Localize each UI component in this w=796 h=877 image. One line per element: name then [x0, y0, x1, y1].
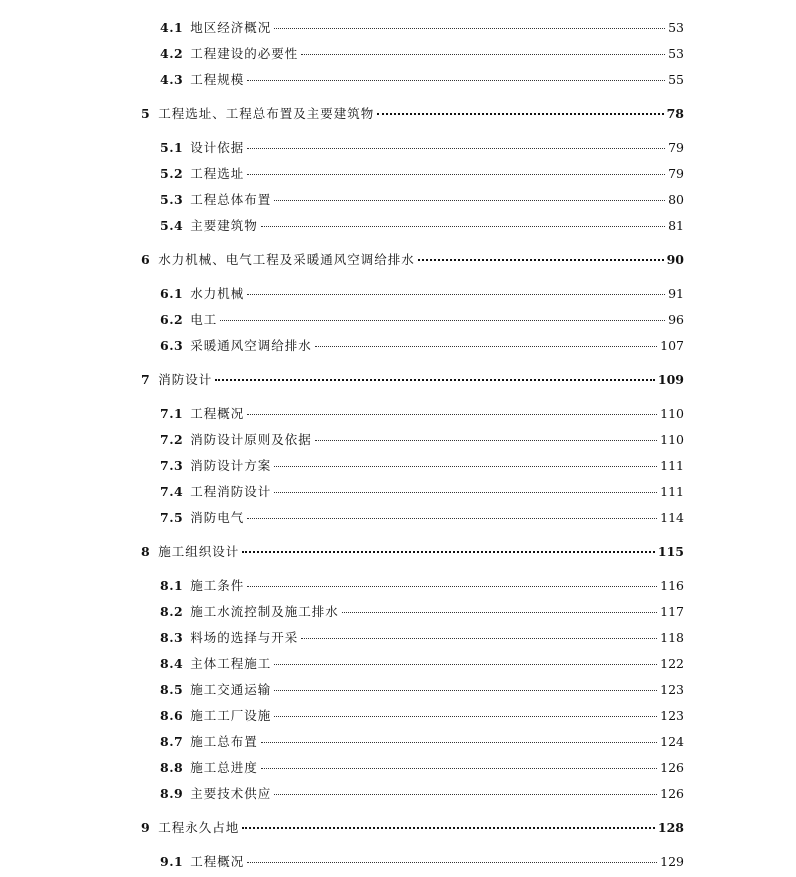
dot-leader — [301, 638, 657, 639]
dot-leader — [315, 440, 657, 441]
toc-entry-number: 5.3 — [160, 192, 184, 207]
dot-leader — [261, 226, 665, 227]
dot-leader — [247, 518, 657, 519]
toc-entry-page-number: 79 — [668, 166, 684, 181]
dot-leader — [274, 466, 657, 467]
toc-entry-number: 6.3 — [160, 338, 184, 353]
toc-entry-title: 消防设计 — [158, 372, 213, 387]
toc-entry-page-number: 114 — [660, 510, 684, 525]
toc-entry-number: 8.8 — [160, 760, 184, 775]
toc-entry-title: 消防设计原则及依据 — [190, 432, 312, 447]
toc-entry-title: 工程永久占地 — [158, 820, 240, 835]
toc-entry-page-number: 129 — [660, 854, 684, 869]
toc-entry-page-number: 109 — [657, 372, 684, 387]
dot-leader — [274, 794, 657, 795]
toc-entry-title: 施工总布置 — [190, 734, 258, 749]
toc-entry-number: 5 — [141, 106, 151, 121]
toc-section-entry[interactable] — [160, 706, 684, 726]
toc-entry-page-number: 118 — [660, 630, 684, 645]
toc-entry-number: 9 — [141, 820, 151, 835]
toc-entry-number: 7.5 — [160, 510, 184, 525]
toc-entry-title: 工程规模 — [190, 72, 245, 87]
toc-chapter-entry[interactable] — [141, 250, 684, 270]
toc-entry-page-number: 110 — [660, 406, 684, 421]
toc-entry-number: 5.2 — [160, 166, 184, 181]
toc-entry-title: 水力机械 — [190, 286, 245, 301]
toc-entry-page-number: 111 — [660, 484, 684, 499]
dot-leader — [274, 492, 657, 493]
toc-entry-title: 电工 — [190, 312, 218, 327]
toc-entry-title: 地区经济概况 — [190, 20, 272, 35]
toc-entry-page-number: 91 — [668, 286, 684, 301]
toc-entry-number: 7 — [141, 372, 151, 387]
toc-section-entry[interactable] — [160, 216, 684, 236]
dot-leader — [247, 148, 665, 149]
toc-entry-page-number: 55 — [668, 72, 684, 87]
dot-leader — [220, 320, 665, 321]
toc-entry-number: 5.1 — [160, 140, 184, 155]
toc-section-entry[interactable] — [160, 310, 684, 330]
dot-leader — [242, 551, 655, 553]
toc-entry-title: 施工总进度 — [190, 760, 258, 775]
toc-chapter-entry[interactable] — [141, 818, 684, 838]
dot-leader — [261, 768, 657, 769]
dot-leader — [315, 346, 657, 347]
dot-leader — [274, 200, 665, 201]
toc-section-entry[interactable] — [160, 430, 684, 450]
toc-entry-title: 施工交通运输 — [190, 682, 272, 697]
toc-section-entry[interactable] — [160, 18, 684, 38]
toc-entry-number: 7.1 — [160, 406, 184, 421]
toc-entry-number: 5.4 — [160, 218, 184, 233]
toc-entry-page-number: 123 — [660, 708, 684, 723]
dot-leader — [247, 862, 657, 863]
toc-entry-number: 4.2 — [160, 46, 184, 61]
toc-section-entry[interactable] — [160, 508, 684, 528]
toc-entry-page-number: 126 — [660, 760, 684, 775]
toc-entry-title: 设计依据 — [190, 140, 245, 155]
toc-entry-title: 消防电气 — [190, 510, 245, 525]
toc-section-entry[interactable] — [160, 732, 684, 752]
toc-section-entry[interactable] — [160, 70, 684, 90]
toc-entry-number: 4.1 — [160, 20, 184, 35]
toc-section-entry[interactable] — [160, 852, 684, 872]
toc-entry-page-number: 117 — [660, 604, 684, 619]
toc-entry-page-number: 126 — [660, 786, 684, 801]
dot-leader — [301, 54, 665, 55]
toc-entry-number: 6.1 — [160, 286, 184, 301]
toc-entry-page-number: 116 — [660, 578, 684, 593]
toc-entry-title: 主要建筑物 — [190, 218, 258, 233]
toc-entry-number: 7.2 — [160, 432, 184, 447]
toc-entry-page-number: 53 — [668, 46, 684, 61]
dot-leader — [247, 586, 657, 587]
toc-entry-page-number: 115 — [657, 544, 684, 559]
toc-entry-title: 消防设计方案 — [190, 458, 272, 473]
toc-entry-title: 主体工程施工 — [190, 656, 272, 671]
toc-entry-page-number: 107 — [660, 338, 684, 353]
toc-entry-title: 采暖通风空调给排水 — [190, 338, 312, 353]
toc-entry-number: 4.3 — [160, 72, 184, 87]
toc-entry-number: 6 — [141, 252, 151, 267]
toc-entry-page-number: 128 — [657, 820, 684, 835]
toc-entry-title: 施工水流控制及施工排水 — [190, 604, 339, 619]
dot-leader — [261, 742, 657, 743]
toc-chapter-entry[interactable] — [141, 370, 684, 390]
toc-entry-title: 工程建设的必要性 — [190, 46, 299, 61]
toc-entry-number: 8.1 — [160, 578, 184, 593]
toc-entry-page-number: 96 — [668, 312, 684, 327]
toc-entry-page-number: 80 — [668, 192, 684, 207]
toc-entry-title: 工程概况 — [190, 854, 245, 869]
toc-section-entry[interactable] — [160, 482, 684, 502]
dot-leader — [274, 690, 657, 691]
toc-section-entry[interactable] — [160, 654, 684, 674]
dot-leader — [418, 259, 664, 261]
toc-entry-page-number: 53 — [668, 20, 684, 35]
toc-entry-number: 9.1 — [160, 854, 184, 869]
toc-entry-number: 8.4 — [160, 656, 184, 671]
dot-leader — [274, 716, 657, 717]
toc-section-entry[interactable] — [160, 576, 684, 596]
toc-section-entry[interactable] — [160, 602, 684, 622]
toc-entry-title: 工程消防设计 — [190, 484, 272, 499]
toc-entry-number: 8.3 — [160, 630, 184, 645]
dot-leader — [274, 28, 665, 29]
toc-entry-title: 施工条件 — [190, 578, 245, 593]
toc-entry-number: 8.2 — [160, 604, 184, 619]
dot-leader — [247, 414, 657, 415]
toc-entry-title: 施工工厂设施 — [190, 708, 272, 723]
toc-entry-title: 工程选址、工程总布置及主要建筑物 — [158, 106, 375, 121]
toc-entry-page-number: 111 — [660, 458, 684, 473]
dot-leader — [215, 379, 655, 381]
toc-entry-title: 主要技术供应 — [190, 786, 272, 801]
dot-leader — [247, 80, 665, 81]
dot-leader — [377, 113, 663, 115]
toc-entry-page-number: 78 — [666, 106, 684, 121]
dot-leader — [274, 664, 657, 665]
toc-chapter-entry[interactable] — [141, 542, 684, 562]
toc-entry-number: 8.9 — [160, 786, 184, 801]
toc-entry-number: 7.4 — [160, 484, 184, 499]
toc-entry-number: 8.7 — [160, 734, 184, 749]
toc-entry-number: 7.3 — [160, 458, 184, 473]
toc-entry-page-number: 123 — [660, 682, 684, 697]
toc-entry-title: 工程总体布置 — [190, 192, 272, 207]
toc-section-entry[interactable] — [160, 284, 684, 304]
toc-entry-page-number: 81 — [668, 218, 684, 233]
toc-section-entry[interactable] — [160, 164, 684, 184]
toc-entry-page-number: 122 — [660, 656, 684, 671]
toc-section-entry[interactable] — [160, 44, 684, 64]
toc-entry-title: 施工组织设计 — [158, 544, 240, 559]
toc-section-entry[interactable] — [160, 190, 684, 210]
toc-entry-title: 料场的选择与开采 — [190, 630, 299, 645]
toc-entry-number: 6.2 — [160, 312, 184, 327]
toc-entry-page-number: 124 — [660, 734, 684, 749]
toc-section-entry[interactable] — [160, 784, 684, 804]
toc-section-entry[interactable] — [160, 404, 684, 424]
toc-chapter-entry[interactable] — [141, 104, 684, 124]
toc-entry-title: 工程概况 — [190, 406, 245, 421]
toc-entry-title: 工程选址 — [190, 166, 245, 181]
toc-entry-number: 8.5 — [160, 682, 184, 697]
dot-leader — [342, 612, 657, 613]
toc-section-entry[interactable] — [160, 138, 684, 158]
toc-entry-title: 水力机械、电气工程及采暖通风空调给排水 — [158, 252, 415, 267]
toc-section-entry[interactable] — [160, 758, 684, 778]
toc-section-entry[interactable] — [160, 336, 684, 356]
toc-entry-page-number: 90 — [666, 252, 684, 267]
toc-entry-number: 8.6 — [160, 708, 184, 723]
toc-entry-page-number: 79 — [668, 140, 684, 155]
toc-entry-number: 8 — [141, 544, 151, 559]
dot-leader — [247, 294, 665, 295]
dot-leader — [242, 827, 655, 829]
toc-section-entry[interactable] — [160, 456, 684, 476]
toc-entry-page-number: 110 — [660, 432, 684, 447]
toc-section-entry[interactable] — [160, 628, 684, 648]
dot-leader — [247, 174, 665, 175]
toc-section-entry[interactable] — [160, 680, 684, 700]
